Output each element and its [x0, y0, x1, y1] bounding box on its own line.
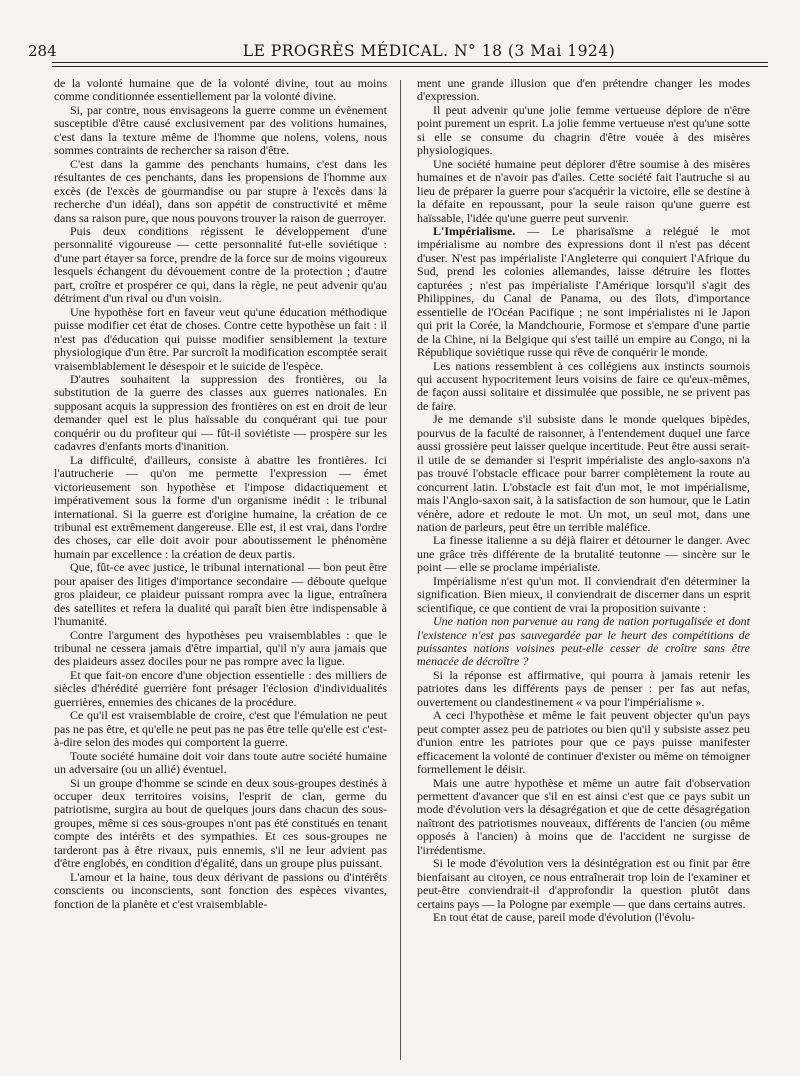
paragraph-text: Contre l'argument des hypothèses peu vraisemblables : que le tribunal ne cessera jamais d'être impartial, qu'il n'y aura jamais que des plaideurs assez dociles pour ne pas rompre avec la ligue.: [54, 627, 387, 669]
paragraph: [417, 225, 750, 360]
paragraph: [54, 709, 387, 749]
paragraph: [54, 373, 387, 454]
paragraph: [54, 669, 387, 709]
paragraph-text: L'amour et la haine, tous deux dérivant de passions ou d'intérêts conscients ou inconscients, sont fonction des espèces vivantes, fonction de la planète et c'est vraisemblable-: [54, 869, 387, 911]
paragraph: [417, 857, 750, 911]
paragraph-text: Que, fût-ce avec justice, le tribunal international — bon peut être pour apaiser des litiges d'importance secondaire — déboute quelque gros plaideur, ce plaideur puissant rompra avec la ligue, entraînera des satellites et refera la dualité qui paraît bien être indispensable à l'humanité.: [54, 560, 387, 629]
paragraph-text: La finesse italienne a su déjà flairer et détourner le danger. Avec une grâce très différente de la brutalité teutonne — sincère sur le point — elle se proclame impérialiste.: [417, 533, 750, 575]
paragraph: [54, 77, 387, 104]
paragraph: [417, 534, 750, 574]
paragraph-text: Les nations ressemblent à ces collégiens aux instincts sournois qui accusent hypocritement leurs voisins de faire ce qu'eux-mêmes, de façon aussi solitaire et dissimulée que possible, ne se privent pas de faire.: [417, 358, 750, 413]
paragraph: [417, 911, 750, 924]
paragraph: [417, 77, 750, 104]
paragraph-text: de la volonté humaine que de la volonté divine, tout au moins comme conditionnée essentiellement par la volonté divine.: [54, 77, 387, 104]
paragraph: [417, 158, 750, 225]
paragraph: [54, 561, 387, 628]
paragraph-text: D'autres souhaitent la suppression des frontières, ou la substitution de la guerre des classes aux guerres nationales. En supposant acquis la suppression des frontières on est en droit de leur demander quel est le plus haïssable du conquérant qui tue pour conquérir ou du profiteur qui — fût-il soviétiste — prospère sur les cadavres d'enfants morts d'inanition.: [54, 371, 387, 454]
paragraph: [417, 615, 750, 669]
section-heading: L'Impérialisme.: [433, 223, 516, 238]
paragraph: [417, 104, 750, 158]
left-column: [54, 77, 387, 1067]
paragraph: [54, 454, 387, 562]
paragraph: [54, 158, 387, 225]
paragraph: [417, 575, 750, 615]
paragraph-text: La difficulté, d'ailleurs, consiste à abattre les frontières. Ici l'autrucherie — qu'on me permette l'expression — émet victorieusement son hypothèse et l'impose didactiquement et impérativement sous la forme d'un organisme inédit : le tribunal international. Si la guerre est d'origine humaine, la création de ce tribunal est extrêmement dangereuse. Elle est, il est vrai, dans l'ordre des choses, car elle doit avoir pour aboutissement le phénomène humain par excellence : la création de deux partis.: [54, 452, 387, 561]
paragraph-text: Si le mode d'évolution vers la désintégration est ou finit par être bienfaisant au citoyen, ce nous entraînerait trop loin de l'examiner et peut-être conviendrait-il d'approfondir la question plutôt dans certains pays — la Pologne par exemple — que dans certains autres.: [417, 856, 750, 911]
paragraph: [417, 360, 750, 414]
paragraph-text: Une hypothèse fort en faveur veut qu'une éducation méthodique puisse modifier cet état de choses. Contre cette hypothèse un fait : il n'est pas d'éducation qui puisse modifier sensiblement la texture physiologique d'un être. Par surcroît la modification escomptée serait vraisemblablement le désespoir et le suicide de l'espèce.: [54, 304, 387, 373]
paragraph: [54, 750, 387, 777]
paragraph: [417, 669, 750, 709]
paragraph-text: Ce qu'il est vraisemblable de croire, c'est que l'émulation ne peut pas ne pas être, et qu'elle ne peut pas ne pas être telle qu'elle est c'est-à-dire selon des modes qui comportent la guerre.: [54, 708, 387, 750]
paragraph: [54, 629, 387, 669]
paragraph: [54, 104, 387, 158]
column-divider: [400, 80, 401, 1060]
paragraph: [54, 871, 387, 911]
paragraph-text: Si, par contre, nous envisageons la guerre comme un évènement susceptible d'être causé exclusivement par des volitions humaines, c'est dans la texture même de l'homme que nolens, volens, nous sommes contraints de rechercher sa raison d'être.: [54, 102, 387, 158]
paragraph-text: Si la réponse est affirmative, qui pourra à jamais retenir les patriotes dans les différents pays de penser : per fas aut nefas, ouvertement ou clandestinement « va pour l'impérialisme ».: [417, 667, 750, 709]
paragraph-text: Une nation non parvenue au rang de nation portugalisée et dont l'existence n'est pas sauvegardée par le heurt des compétitions de puissantes nations voisines peut-elle cesser de croître sans être menacée de décroître ?: [417, 614, 750, 669]
header-rule-double: [52, 66, 768, 67]
paragraph: [417, 413, 750, 534]
paragraph-text: Mais une autre hypothèse et même un autre fait d'observation permettent d'avancer que s'il en est ainsi c'est que ce pays subit un mode d'évolution vers la désagrégation et que de cette désagrégation naîtront des patriotismes nouveaux, différents de l'ancien (ou même opposés à l'ancien) à moins que de l'accident ne surgisse de l'irrédentisme.: [417, 775, 750, 857]
right-column: [417, 77, 750, 1067]
paragraph-text: Toute société humaine doit voir dans toute autre société humaine un adversaire (ou un allié) éventuel.: [54, 748, 387, 777]
paragraph-text: En tout état de cause, pareil mode d'évolution (l'évolu-: [433, 910, 695, 925]
paragraph: [54, 225, 387, 306]
paragraph: [54, 777, 387, 871]
running-title: LE PROGRÈS MÉDICAL. N° 18 (3 Mai 1924): [242, 42, 616, 60]
paragraph-text: Il peut advenir qu'une jolie femme vertueuse déplore de n'être point purement un esprit. La jolie femme vertueuse n'est qu'une sotte si elle se consume du chagrin d'être vouée à des misères physiologiques.: [417, 102, 750, 158]
paragraph: [417, 777, 750, 858]
paragraph-text: Si un groupe d'homme se scinde en deux sous-groupes destinés à occuper deux territoires voisins, l'esprit de clan, germe du patriotisme, surgira au bout de quelques jours dans chacun des sous-groupes, même si ces sous-groupes n'ont pas été constitués en tenant compte des intérêts et des sympathies. Et ces sous-groupes ne tarderont pas à être rivaux, puis ennemis, s'il ne leur advient pas d'être englobés, en condition d'égalité, dans un groupe plus puissant.: [54, 775, 387, 871]
paragraph: [54, 306, 387, 373]
paragraph-text: Impérialisme n'est qu'un mot. Il conviendrait d'en déterminer la signification. Bien mieux, il conviendrait de discerner dans un esprit scientifique, ce que contient de vrai la proposition suivante :: [417, 573, 750, 615]
paragraph-text: ment une grande illusion que d'en prétendre changer les modes d'expression.: [417, 77, 750, 104]
paragraph-text: Une société humaine peut déplorer d'être soumise à des misères humaines et de n'avoir pas d'ailes. Cette société fait l'autruche si au lieu de préparer la guerre pour s'acquérir la victoire, elle se destine à la défaite en repoussant, pour la seule raison qu'une guerre est haïssable, l'idée qu'une guerre peut survenir.: [417, 156, 750, 225]
page-header: [28, 42, 770, 64]
paragraph-text: Puis deux conditions régissent le développement d'une personnalité vigoureuse — cette personnalité fut-elle soviétique : d'une part étayer sa force, prendre de la force sur de moins vigoureux lesquels échangent du dévouement contre de la protection ; d'autre part, croître et prospérer ce qui, dans la règle, ne peut advenir qu'au détriment d'un rival ou d'un voisin.: [54, 223, 387, 306]
paragraph: [417, 709, 750, 776]
paragraph-text: Je me demande s'il subsiste dans le monde quelques bipèdes, pourvus de la faculté de raisonner, à l'entendement duquel une farce aussi grossière peut laisser quelque incertitude. Peut être aussi serait-il utile de se demander si l'esprit impérialiste des anglo-saxons n'a pas trouvé l'obstacle efficace pour barrer complètement la route au concurrent latin. L'obstacle est fait d'un mot, le mot impérialisme, mais l'Anglo-saxon sait, à la satisfaction de son humour, que le Latin vénère, adore et redoute le mot. Un mot, un seul mot, dans une nation de parleurs, peut être un terrible maléfice.: [417, 412, 750, 534]
page-number: 284: [28, 42, 57, 60]
paragraph-text: A ceci l'hypothèse et même le fait peuvent objecter qu'un pays peut compter assez peu de patriotes ou bien qu'il y subsiste assez peu d'union entre les patriotes pour que ce pays puisse manifester efficacement la volonté de continuer d'exister ou même on témoigner formellement le déisir.: [417, 708, 750, 777]
paragraph-text: Et que fait-on encore d'une objection essentielle : des milliers de siècles d'hérédité guerrière font présager l'éclosion d'individualités guerrières, ennemies des chicanes de la procédure.: [54, 667, 387, 709]
paragraph-text: — Le pharisaïsme a relégué le mot impérialisme au nombre des expressions dont il n'est pas décent d'user. N'est pas impérialiste l'Angleterre qui conquiert l'Afrique du Sud, prend les colonies allemandes, laisse détruire les flottes capturées ; n'est pas impérialiste l'Amérique lorsqu'il s'agit des Philippines, du Canal de Panama, ou des îlots, d'importance essentielle de l'Océan Pacifique ; ne sont impérialistes ni le Japon qui prit la Corée, la Mandchourie, Formose et s'empare d'une partie de la Chine, ni la Belgique qui s'est taillé un empire au Congo, ni la République soviétique russe qui rêve de conquérir le monde.: [417, 223, 750, 360]
paragraph-text: C'est dans la gamme des penchants humains, c'est dans les résultantes de ces penchants, dans les propensions de l'homme aux excès (de l'excès de gourmandise ou par stupre à l'excès dans la recherche d'un idéal), dans son appétit de constructivité et même dans sa raison pure, que nous pouvons trouver la raison de guerroyer.: [54, 156, 387, 225]
header-rule: [52, 62, 768, 63]
